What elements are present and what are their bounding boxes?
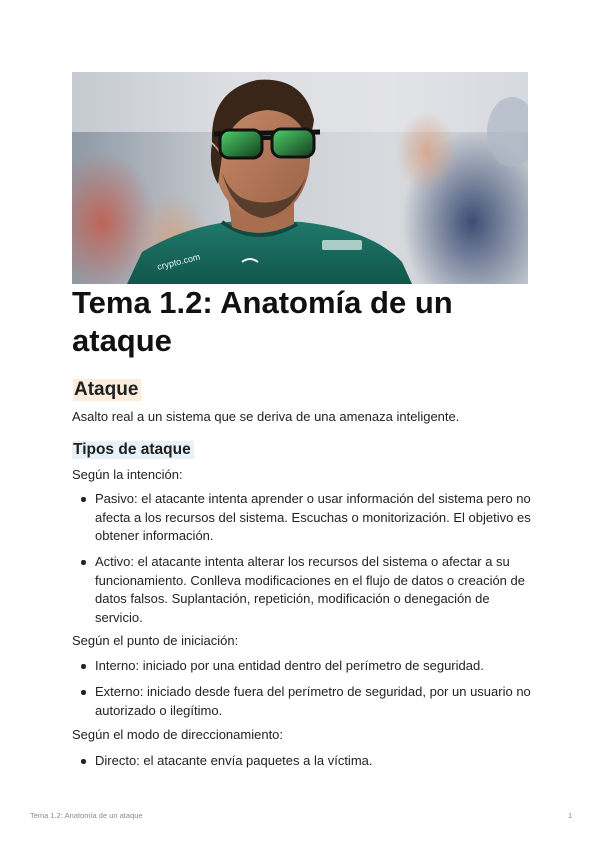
list-item-directo: Directo: el atacante envía paquetes a la víctima. (95, 752, 535, 771)
list-item-externo: Externo: iniciado desde fuera del perímetro de seguridad, por un usuario no autorizado o ilegítimo. (95, 683, 535, 720)
list-item-activo: Activo: el atacante intenta alterar los recursos del sistema o afectar a su funcionamiento. Conlleva modificaciones en el flujo de datos o creación de datos falsos. Suplantación, repetición, modificación o denegación de servicio. (95, 553, 535, 627)
page-title: Tema 1.2: Anatomía de un ataque (72, 285, 453, 358)
label-intencion: Según la intención: (72, 467, 183, 482)
list-item-interno: Interno: iniciado por una entidad dentro del perímetro de seguridad. (95, 657, 535, 676)
hero-photo (72, 72, 528, 284)
photo-person-sunglasses-icon (72, 72, 528, 284)
list-item-pasivo: Pasivo: el atacante intenta aprender o usar información del sistema pero no afecta a los recursos del sistema. Escuchas o monitorización. El objetivo es obtener información. (95, 490, 535, 546)
section-heading-ataque-text: Ataque (73, 379, 141, 401)
ataque-definition: Asalto real a un sistema que se deriva de una amenaza inteligente. (72, 409, 460, 424)
footer-title: Tema 1.2: Anatomía de un ataque (30, 811, 143, 820)
label-direccionamiento: Según el modo de direccionamiento: (72, 727, 284, 742)
section-heading-tipos (72, 439, 194, 461)
footer-page-number: 1 (568, 811, 573, 820)
section-heading-ataque (72, 377, 145, 403)
label-iniciacion: Según el punto de iniciación: (72, 633, 239, 648)
section-heading-tipos-text: Tipos de ataque (72, 441, 194, 459)
shirt-text: crypto.com (156, 251, 202, 272)
